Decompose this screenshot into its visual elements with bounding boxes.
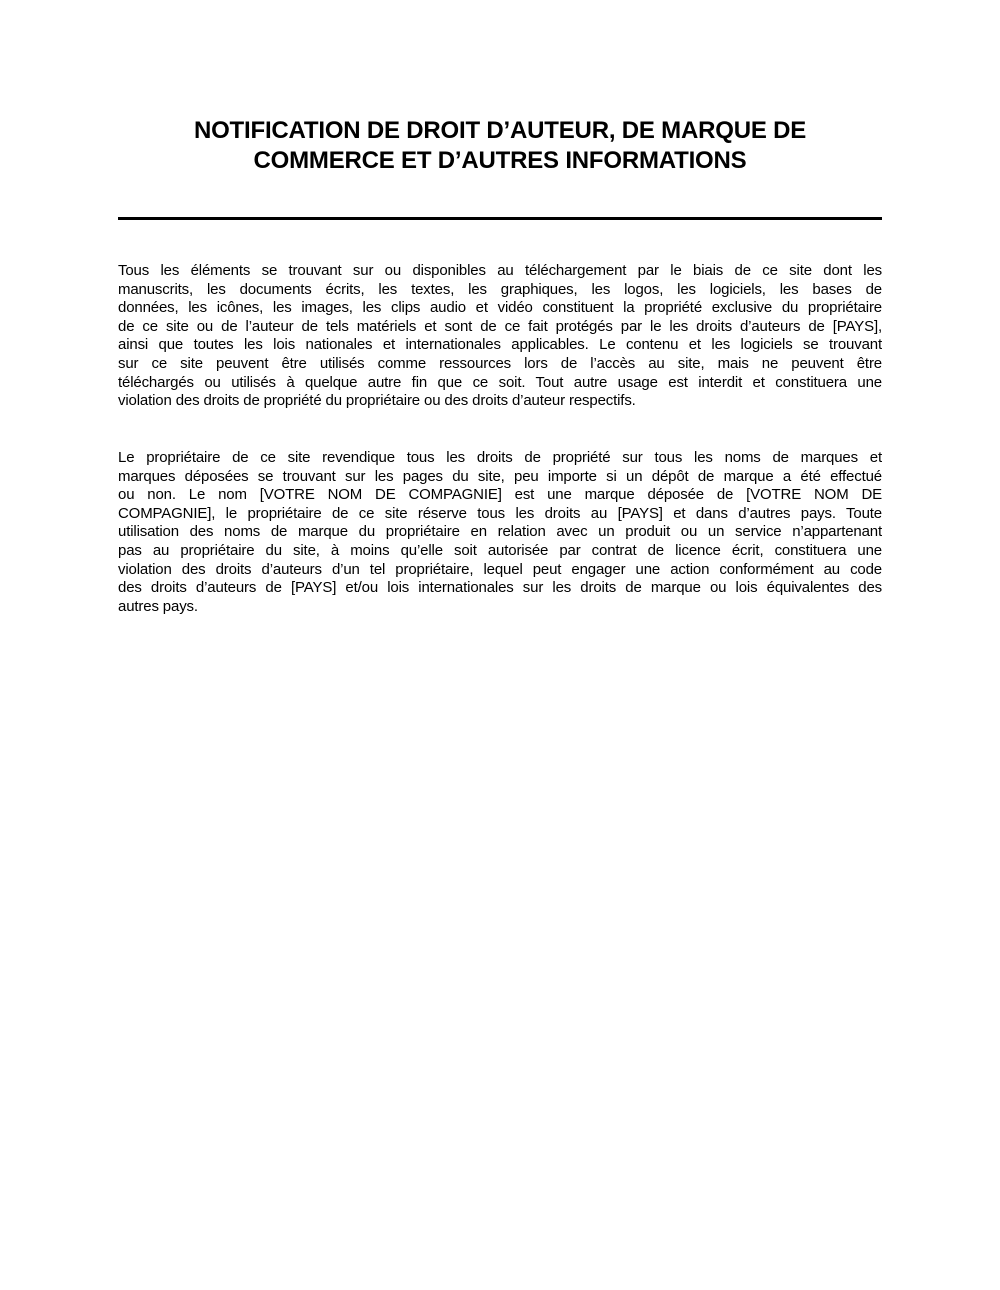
- text-line: Le propriétaire de ce site revendique tous les droits de propriété sur tous les noms de marques et: [118, 449, 882, 466]
- text-line: Tous les éléments se trouvant sur ou disponibles au téléchargement par le biais de ce site dont les: [118, 262, 882, 279]
- text-line: téléchargés ou utilisés à quelque autre fin que ce soit. Tout autre usage est interdit et constituera une: [118, 373, 882, 391]
- text-line: manuscrits, les documents écrits, les textes, les graphiques, les logos, les logiciels, les bases de: [118, 280, 882, 298]
- text-line: autres pays.: [118, 597, 198, 615]
- text-line: pas au propriétaire du site, à moins qu’elle soit autorisée par contrat de licence écrit, constituera une: [118, 541, 882, 559]
- title-divider: [118, 217, 882, 220]
- text-line: marques déposées se trouvant sur les pages du site, peu importe si un dépôt de marque a été effectué: [118, 467, 882, 485]
- text-line: violation des droits d’auteurs d’un tel propriétaire, lequel peut engager une action conformément au code: [118, 560, 882, 578]
- text-line: ainsi que toutes les lois nationales et internationales applicables. Le contenu et les logiciels se trouvant: [118, 336, 882, 354]
- title-line: NOTIFICATION DE DROIT D’AUTEUR, DE MARQUE DE: [193, 117, 807, 144]
- text-line: sur ce site peuvent être utilisés comme ressources lors de l’accès au site, mais ne peuvent être: [118, 354, 882, 372]
- text-line: ou non. Le nom [VOTRE NOM DE COMPAGNIE] est une marque déposée de [VOTRE NOM DE: [118, 486, 882, 504]
- text-line: COMPAGNIE], le propriétaire de ce site réserve tous les droits au [PAYS] et dans d’autres pays. Toute: [118, 504, 882, 522]
- text-line: de ce site ou de l’auteur de tels matériels et sont de ce fait protégés par le les droits d’auteurs de [PAYS],: [118, 317, 882, 335]
- title-line: COMMERCE ET D’AUTRES INFORMATIONS: [253, 147, 747, 174]
- text-line: données, les icônes, les images, les clips audio et vidéo constituent la propriété exclusive du propriétaire: [118, 299, 882, 317]
- paragraph-trademark: [118, 449, 882, 616]
- document-title: [118, 116, 882, 176]
- text-line: utilisation des noms de marque du propriétaire en relation avec un produit ou un service n’appartenant: [118, 523, 882, 541]
- paragraph-copyright: [118, 262, 882, 411]
- text-line: des droits d’auteurs de [PAYS] et/ou lois internationales sur les droits de marque ou lois équivalentes des: [118, 579, 882, 597]
- text-line: violation des droits de propriété du propriétaire ou des droits d’auteur respectifs.: [118, 392, 636, 410]
